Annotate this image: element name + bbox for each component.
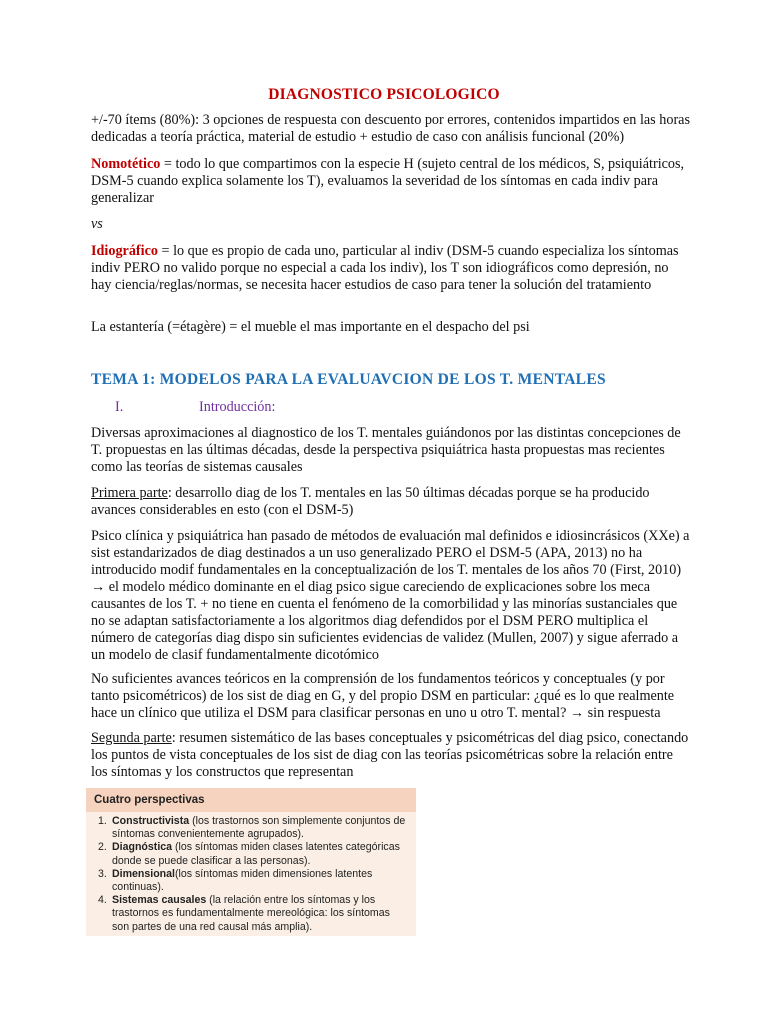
subsection-label: Introducción:	[199, 399, 276, 415]
list-item	[98, 894, 408, 934]
list-number: 4.	[98, 894, 107, 907]
paragraph-exam-format	[91, 112, 691, 146]
item-term: Dimensional	[112, 867, 175, 880]
label-primera-parte: Primera parte	[91, 485, 168, 501]
item-term: Sistemas causales	[112, 894, 207, 907]
list-number: 1.	[98, 815, 107, 827]
paragraph-text: +/-70 ítems (80%): 3 opciones de respuesta con descuento por errores, contenidos impartidos en las horas dedicadas a teoría práctica, material de estudio + estudio de caso con análisis funcional (20%)	[91, 112, 690, 145]
item-term: Diagnóstica	[112, 841, 173, 854]
paragraph-text: : desarrollo diag de los T. mentales en las 50 últimas décadas porque se ha producido avances considerables en esto (con el DSM-5)	[91, 485, 650, 518]
list-number: 2.	[98, 841, 107, 854]
item-text: (la relación entre los síntomas y los trastornos es fundamentalmente mereológica: los síntomas son partes de una red causal más amplia).	[112, 894, 390, 933]
list-item	[98, 815, 408, 841]
paragraph-nomotetico	[91, 156, 691, 207]
item-term: Constructivista	[112, 815, 190, 827]
paragraph-text: No suficientes avances teóricos en la comprensión de los fundamentos teóricos y conceptuales (y por tanto psicométricos) de los sist de diag en G, y del propio DSM en particular: ¿qué es lo que realmente hace un clínico que utiliza el DSM para clasificar personas en uno u otro T. mental? → sin respuesta	[91, 671, 675, 721]
item-text: (los síntomas miden clases latentes categóricas donde se puede clasificar a las personas).	[112, 841, 400, 867]
list-item	[98, 867, 408, 894]
item-text: (los síntomas miden dimensiones latentes continuas).	[112, 867, 373, 894]
page-title: DIAGNOSTICO PSICOLOGICO	[268, 86, 500, 103]
label-segunda-parte: Segunda parte	[91, 730, 172, 746]
paragraph-idiografico	[91, 243, 691, 294]
term-nomotetico: Nomotético	[91, 156, 161, 172]
vs-text: vs	[91, 216, 103, 232]
paragraph-text: : resumen sistemático de las bases conceptuales y psicométricas del diag psico, conectando los puntos de vista conceptuales de los sist de diag con las teorías psicométricas sobre la relación entre los síntomas y los constructos que representan	[91, 730, 689, 780]
paragraph-primera-parte	[91, 485, 691, 519]
list-item	[98, 841, 408, 867]
paragraph-aproximaciones	[91, 425, 691, 476]
paragraph-text: La estantería (=étagère) = el mueble el mas importante en el despacho del psi	[91, 319, 530, 335]
paragraph-text: = todo lo que compartimos con la especie H (sujeto central de los médicos, S, psiquiátricos, DSM-5 cuando explica solamente los T), evaluamos la severidad de los síntomas en cada indiv para generalizar	[91, 156, 685, 206]
paragraph-text: Diversas aproximaciones al diagnostico de los T. mentales guiándonos por las distintas concepciones de T. propuestas en las últimas décadas, desde la perspectiva psiquiátrica hasta propuestas mas recientes como las teorías de sistemas causales	[91, 425, 681, 475]
paragraph-no-suficientes	[91, 671, 691, 722]
list-number: 3.	[98, 867, 107, 880]
section-heading: TEMA 1: MODELOS PARA LA EVALUAVCION DE LOS T. MENTALES	[91, 371, 606, 388]
subsection-heading	[115, 399, 275, 416]
paragraph-segunda-parte	[91, 730, 691, 781]
term-idiografico: Idiográfico	[91, 243, 158, 259]
paragraph-text: = lo que es propio de cada uno, particular al indiv (DSM-5 cuando especializa los síntomas indiv PERO no valido porque no especial a cada los indiv), los T son idiográficos como depresión, no hay ciencia/reglas/normas, se necesita hacer estudios de caso para tener la solución del tratamiento	[91, 243, 679, 293]
perspectives-figure	[86, 788, 416, 936]
roman-numeral: I.	[115, 399, 124, 415]
perspectives-list	[86, 812, 416, 934]
paragraph-estanteria	[91, 319, 691, 336]
paragraph-text: Psico clínica y psiquiátrica han pasado de métodos de evaluación mal definidos e idiosincrásicos (XXe) a sist estandarizados de diag destinados a un uso generalizado PERO el DSM-5 (APA, 2013) no ha introducido modif fundamentales en la conceptualización de los T. mentales de los años 70 (First, 2010) → el modelo médico dominante en el diag psico sigue careciendo de explicaciones sobre los meca causantes de los T. + no tiene en cuenta el fenómeno de la comorbilidad y las minorías sustanciales que no se adaptan satisfactoriamente a los algoritmos diag defendidos por el DSM PERO multiplica el número de categorías diag dispo sin suficientes evidencias de validez (Mullen, 2007) y sigue aferrado a un modelo de clasif fundamentalmente dicotómico	[91, 528, 690, 663]
item-text: (los trastornos son simplemente conjuntos de síntomas convenientemente agrupados).	[112, 815, 406, 841]
paragraph-psico-clinica	[91, 528, 691, 664]
figure-header: Cuatro perspectivas	[86, 788, 416, 812]
